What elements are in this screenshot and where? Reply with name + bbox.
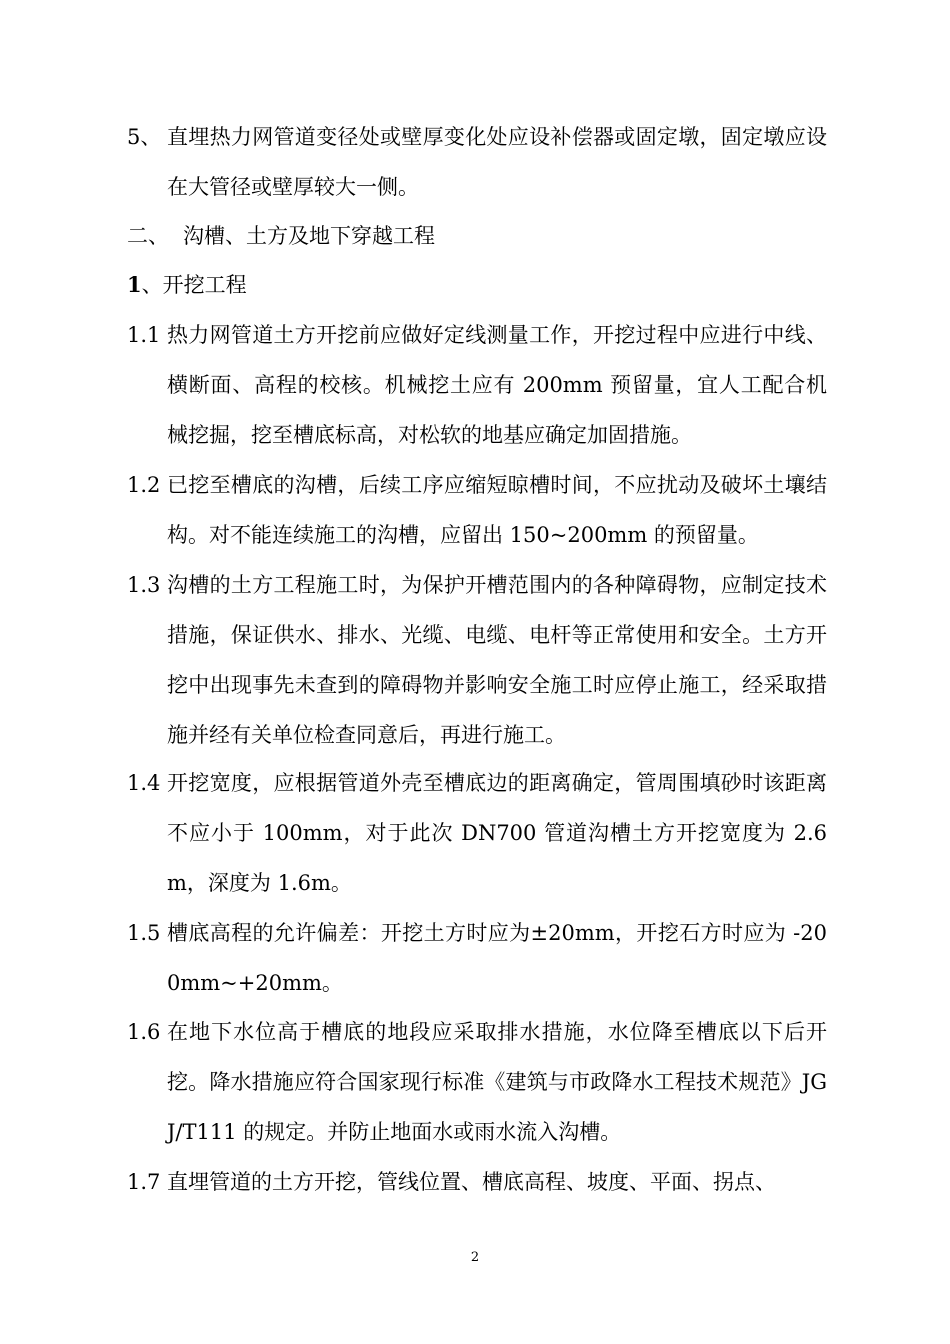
clause-1-5 xyxy=(127,908,827,1008)
clause-number: 1.6 xyxy=(127,1020,161,1044)
page-number: 2 xyxy=(470,1250,480,1265)
clause-number: 1.4 xyxy=(127,771,161,795)
section-title: 沟槽、土方及地下穿越工程 xyxy=(183,224,435,248)
list-item-number: 5、 xyxy=(127,125,162,149)
clause-text: 开挖宽度，应根据管道外壳至槽底边的距离确定，管周围填砂时该距离不应小于 100mm，对于此次 DN700 管道沟槽土方开挖宽度为 2.6m，深度为 1.6m。 xyxy=(167,771,827,895)
subsection-number: 1 xyxy=(127,272,142,297)
clause-number: 1.5 xyxy=(127,921,161,945)
clause-text: 槽底高程的允许偏差：开挖土方时应为±20mm，开挖石方时应为 -200mm~+20mm。 xyxy=(167,921,827,995)
clause-1-2 xyxy=(127,460,827,560)
clause-1-7 xyxy=(127,1157,827,1207)
clause-text: 已挖至槽底的沟槽，后续工序应缩短晾槽时间，不应扰动及破坏土壤结构。对不能连续施工的沟槽，应留出 150~200mm 的预留量。 xyxy=(167,473,827,547)
clause-number: 1.2 xyxy=(127,473,161,497)
clause-1-6 xyxy=(127,1007,827,1157)
clause-text: 沟槽的土方工程施工时，为保护开槽范围内的各种障碍物，应制定技术措施，保证供水、排水、光缆、电缆、电杆等正常使用和安全。土方开挖中出现事先未查到的障碍物并影响安全施工时应停止施工，经采取措施并经有关单位检查同意后，再进行施工。 xyxy=(167,573,827,747)
clause-text: 直埋管道的土方开挖，管线位置、槽底高程、坡度、平面、拐点、 xyxy=(167,1170,776,1194)
clause-number: 1.7 xyxy=(127,1170,161,1194)
clause-1-1 xyxy=(127,310,827,460)
subsection-title: 、开挖工程 xyxy=(141,273,247,297)
list-item-5 xyxy=(127,112,827,212)
subsection-heading xyxy=(127,260,827,310)
clause-text: 热力网管道土方开挖前应做好定线测量工作，开挖过程中应进行中线、横断面、高程的校核。机械挖土应有 200mm 预留量，宜人工配合机械挖掘，挖至槽底标高，对松软的地基应确定加固措施。 xyxy=(167,323,827,447)
clause-1-4 xyxy=(127,758,827,908)
clause-text: 在地下水位高于槽底的地段应采取排水措施，水位降至槽底以下后开挖。降水措施应符合国家现行标准《建筑与市政降水工程技术规范》JGJ/T111 的规定。并防止地面水或雨水流入沟槽。 xyxy=(167,1020,827,1144)
clause-1-3 xyxy=(127,560,827,760)
clause-number: 1.3 xyxy=(127,573,161,597)
clause-number: 1.1 xyxy=(127,323,161,347)
section-heading xyxy=(127,211,827,261)
list-item-text: 直埋热力网管道变径处或壁厚变化处应设补偿器或固定墩，固定墩应设在大管径或壁厚较大一侧。 xyxy=(167,125,827,199)
section-number: 二、 xyxy=(127,224,169,248)
